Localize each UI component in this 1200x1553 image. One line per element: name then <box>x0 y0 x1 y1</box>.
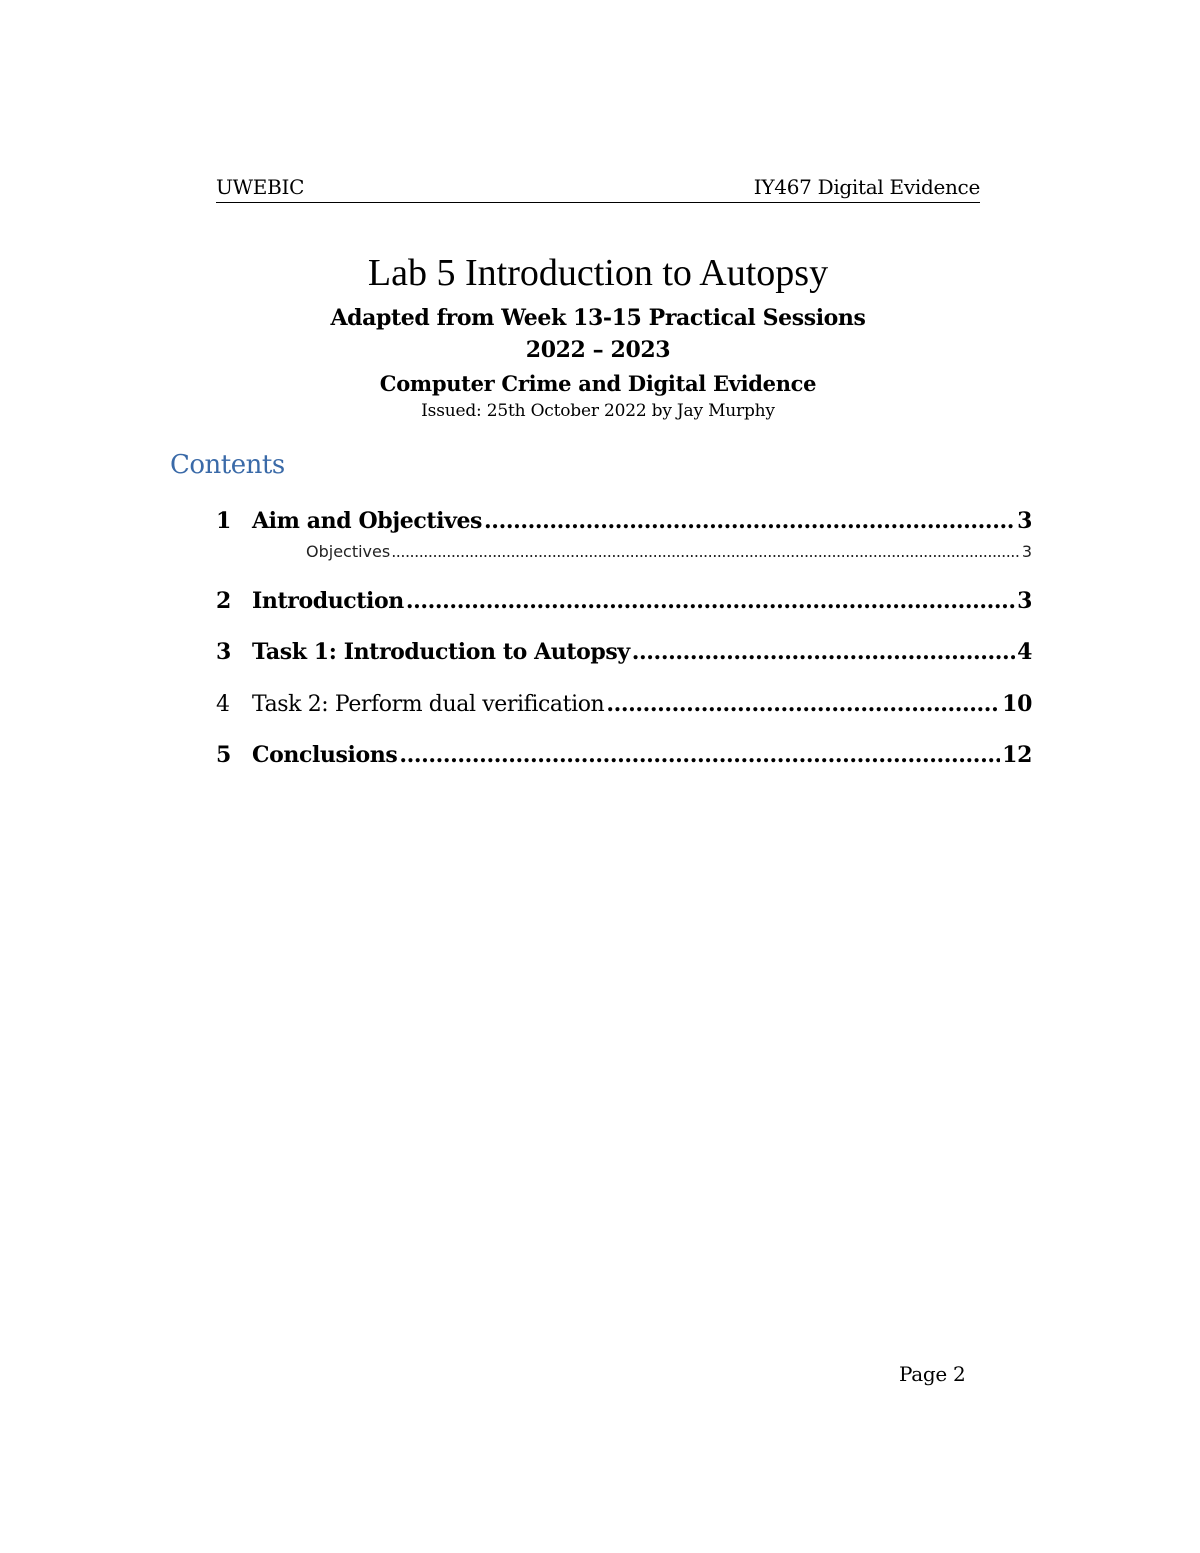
title-block <box>216 250 980 423</box>
toc-subentry-label: Objectives <box>306 542 391 561</box>
toc-entry-label: Task 2: Perform dual verification <box>252 692 605 717</box>
toc-entry-label: Aim and Objectives <box>252 508 483 534</box>
issued-line: Issued: 25th October 2022 by Jay Murphy <box>421 401 775 421</box>
toc-entry-label: Conclusions <box>252 742 398 768</box>
toc-entry-page: 3 <box>1017 588 1032 614</box>
toc-leader-dots <box>406 588 1015 614</box>
toc-entry-page: 12 <box>1002 742 1032 768</box>
toc-entry-page: 10 <box>1002 691 1032 717</box>
toc-entry-label: Task 1: Introduction to Autopsy <box>252 639 630 665</box>
toc-entry-number: 4 <box>216 692 230 717</box>
toc-entry-aim-and-objectives[interactable] <box>216 508 1032 544</box>
toc-entry-page: 4 <box>1017 639 1032 665</box>
toc-entry-number: 3 <box>216 639 231 665</box>
toc-entry-task-2[interactable] <box>216 691 1032 727</box>
document-subtitle: Adapted from Week 13-15 Practical Sessions 2022 – 2023 <box>330 305 866 363</box>
toc-leader-dots <box>484 508 1015 534</box>
toc-leader-dots <box>632 639 1015 665</box>
toc-entry-number: 5 <box>216 742 231 768</box>
course-name: Computer Crime and Digital Evidence <box>379 371 817 396</box>
header-institution: UWEBIC <box>216 175 305 199</box>
toc-subentry-page: 3 <box>1021 542 1032 561</box>
toc-subentry-objectives[interactable] <box>306 542 1032 566</box>
page-number-footer: Page 2 <box>899 1362 966 1386</box>
toc-leader-dots <box>391 542 1021 561</box>
toc-entry-number: 1 <box>216 508 231 534</box>
header-module: IY467 Digital Evidence <box>753 175 980 199</box>
toc-entry-conclusions[interactable] <box>216 742 1032 778</box>
toc-entry-page: 3 <box>1017 508 1032 534</box>
toc-entry-introduction[interactable] <box>216 588 1032 624</box>
toc-entry-number: 2 <box>216 588 231 614</box>
toc-entry-task-1[interactable] <box>216 639 1032 675</box>
toc-leader-dots <box>606 691 1000 717</box>
document-title: Lab 5 Introduction to Autopsy <box>367 252 829 294</box>
toc-entry-label: Introduction <box>252 588 404 614</box>
page-header <box>216 172 980 203</box>
contents-heading: Contents <box>170 450 285 480</box>
toc-leader-dots <box>399 742 1000 768</box>
